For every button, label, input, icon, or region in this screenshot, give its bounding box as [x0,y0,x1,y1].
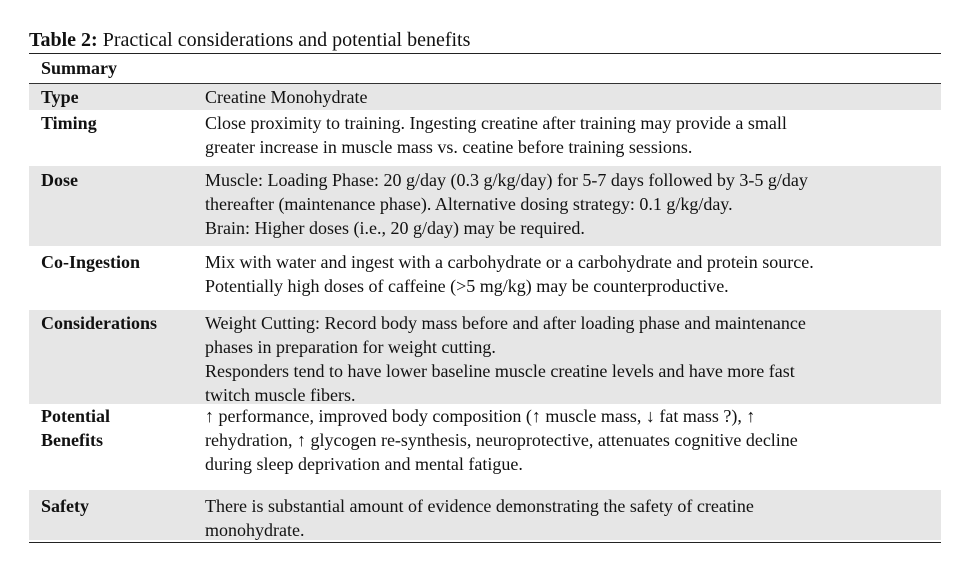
row-value [205,494,941,542]
row-value-line: Weight Cutting: Record body mass before and after loading phase and maintenance [205,313,806,333]
row-label-line: Timing [41,113,97,133]
table-body [29,84,941,540]
row-value-line: Potentially high doses of caffeine (>5 mg/kg) may be counterproductive. [205,276,729,296]
table-caption [29,27,470,53]
row-label [41,250,140,274]
summary-table [29,53,941,540]
row-label [41,311,157,335]
table-row [29,308,941,404]
row-value-line: Muscle: Loading Phase: 20 g/day (0.3 g/kg/day) for 5-7 days followed by 3-5 g/day [205,170,808,190]
row-label [41,494,89,518]
row-value [205,168,941,240]
row-label-line: Type [41,87,79,107]
table-row [29,404,941,490]
row-label [41,111,97,135]
row-value-line: Creatine Monohydrate [205,87,368,107]
table-row [29,166,941,248]
row-value-line: during sleep deprivation and mental fatigue. [205,454,523,474]
row-value-line: phases in preparation for weight cutting. [205,337,496,357]
row-value-line: greater increase in muscle mass vs. ceatine before training sessions. [205,137,693,157]
row-label [41,85,79,109]
row-label-line: Co-Ingestion [41,252,141,272]
caption-text: Practical considerations and potential benefits [97,29,471,51]
row-label [41,404,110,452]
row-value-line: ↑ performance, improved body composition (↑ muscle mass, ↓ fat mass ?), ↑ [205,406,756,426]
row-value [205,85,941,109]
row-label-line: Considerations [41,313,158,333]
row-label-line: Dose [41,170,78,190]
row-label-line: Benefits [41,430,103,450]
row-value [205,311,941,407]
row-label [41,168,78,192]
row-value-line: twitch muscle fibers. [205,385,356,405]
row-value [205,404,941,476]
table-bottom-rule [29,542,941,543]
table-row [29,110,941,166]
row-value [205,111,941,159]
row-value-line: Responders tend to have lower baseline muscle creatine levels and have more fast [205,361,795,381]
caption-label: Table 2: [29,29,98,51]
table-row [29,490,941,540]
table-row [29,84,941,110]
row-value-line: monohydrate. [205,520,305,540]
row-value-line: rehydration, ↑ glycogen re-synthesis, neuroprotective, attenuates cognitive decline [205,430,798,450]
row-value-line: Mix with water and ingest with a carbohydrate or a carbohydrate and protein source. [205,252,814,272]
table-header: Summary [29,54,941,84]
row-label-line: Safety [41,496,89,516]
row-value-line: There is substantial amount of evidence demonstrating the safety of creatine [205,496,754,516]
row-label-line: Potential [41,406,110,426]
row-value-line: Close proximity to training. Ingesting creatine after training may provide a small [205,113,787,133]
table-row [29,248,941,308]
row-value-line: Brain: Higher doses (i.e., 20 g/day) may be required. [205,218,585,238]
row-value-line: thereafter (maintenance phase). Alternative dosing strategy: 0.1 g/kg/day. [205,194,733,214]
row-value [205,250,941,298]
